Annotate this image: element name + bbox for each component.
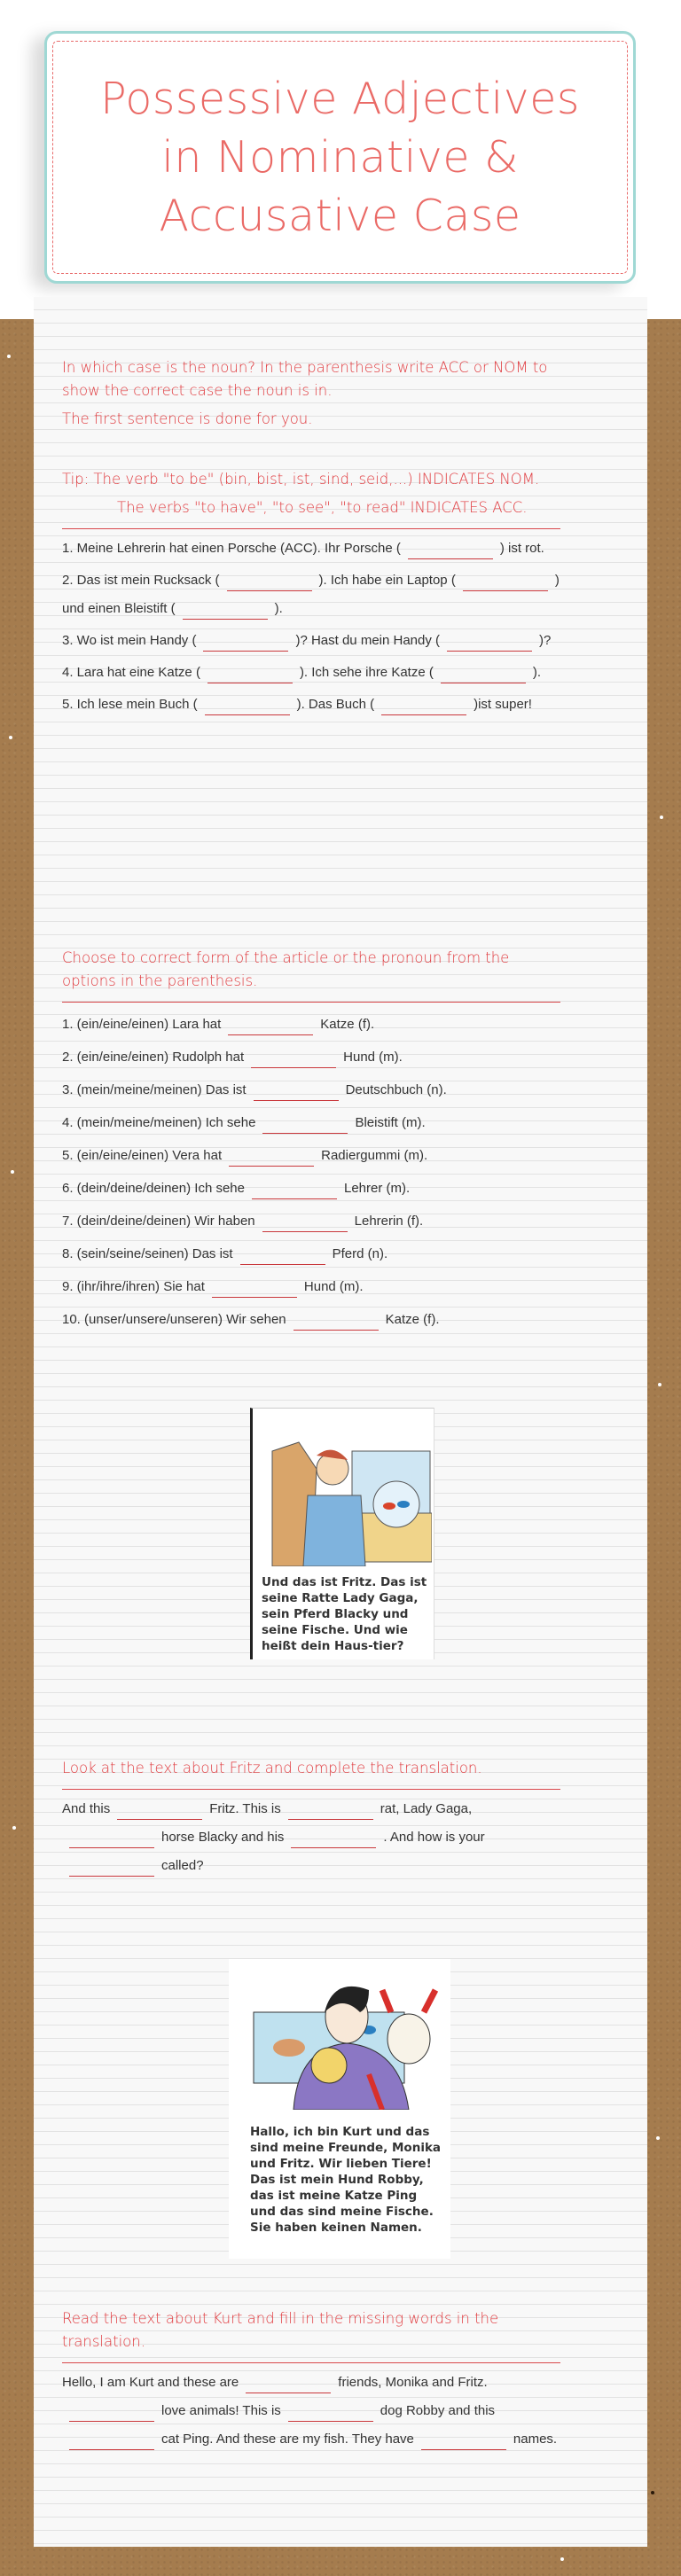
sentence-text: ) und einen Bleistift ( <box>62 573 560 616</box>
exercise-item <box>62 1139 560 1172</box>
sentence-text: horse Blacky and his <box>161 1830 285 1845</box>
section-choose-form <box>62 947 560 1336</box>
sentence-text: . And how is your <box>383 1830 485 1845</box>
pin-dot <box>660 816 663 819</box>
instruction: Choose to correct form of the article or the pronoun from the options in the parenthesis. <box>62 949 510 989</box>
kurt-illustration <box>229 1959 450 2259</box>
sentence-text: And this <box>62 1801 111 1816</box>
instruction: Look at the text about Fritz and complete the translation. <box>62 1760 482 1776</box>
exercise-list <box>62 535 560 719</box>
title-card <box>44 31 636 284</box>
kurt-pets-drawing <box>236 1968 445 2110</box>
sentence-text: 5. Ich lese mein Buch ( <box>62 697 198 712</box>
answer-blank[interactable] <box>203 635 288 652</box>
exercise-item <box>62 1205 560 1237</box>
exercise-item <box>62 1106 560 1139</box>
answer-blank[interactable] <box>254 1084 339 1101</box>
answer-blank[interactable] <box>183 603 268 620</box>
fritz-illustration <box>250 1408 434 1659</box>
sentence-text: Pferd (n). <box>332 1246 388 1261</box>
sentence-text: ). <box>274 601 283 616</box>
pin-dot <box>9 736 12 739</box>
sentence-text: 4. (mein/meine/meinen) Ich sehe <box>62 1115 256 1130</box>
exercise-item <box>62 1008 560 1041</box>
answer-blank[interactable] <box>246 2377 331 2393</box>
answer-blank[interactable] <box>262 1117 348 1134</box>
sentence-text: 4. Lara hat eine Katze ( <box>62 665 200 680</box>
exercise-list <box>62 1008 560 1336</box>
pin-dot <box>656 2136 660 2140</box>
translation-text <box>62 1795 560 1880</box>
answer-blank[interactable] <box>408 543 493 559</box>
sentence-text: called? <box>161 1858 204 1873</box>
kurt-caption: Hallo, ich bin Kurt und das sind meine Freunde, Monika und Fritz. Wir lieben Tiere! Das ist mein Hund Robby, das ist meine Katze Ping und das sind meine Fische. Sie haben keinen Namen. <box>250 2125 442 2235</box>
exercise-item <box>62 1237 560 1270</box>
sentence-text: ). Ich sehe ihre Katze ( <box>299 665 434 680</box>
sentence-text: ) ist rot. <box>499 541 544 556</box>
sentence-text: Fritz. This is <box>209 1801 281 1816</box>
pin-dot <box>11 1170 14 1174</box>
answer-blank[interactable] <box>227 574 312 591</box>
exercise-item <box>62 659 560 687</box>
pin-dot <box>651 2491 654 2494</box>
pin-dot <box>658 1383 661 1386</box>
sentence-text: 3. (mein/meine/meinen) Das ist <box>62 1082 247 1097</box>
answer-blank[interactable] <box>207 667 293 683</box>
sentence-text: 2. (ein/eine/einen) Rudolph hat <box>62 1050 245 1065</box>
sentence-text: 9. (ihr/ihre/ihren) Sie hat <box>62 1279 205 1294</box>
exercise-item <box>62 1073 560 1106</box>
sentence-text: rat, Lady Gaga, <box>380 1801 473 1816</box>
answer-blank[interactable] <box>262 1215 348 1232</box>
section-kurt-translation <box>62 2307 560 2454</box>
sentence-text: 1. Meine Lehrerin hat einen Porsche (ACC). Ihr Porsche ( <box>62 541 401 556</box>
divider <box>62 2362 560 2363</box>
answer-blank[interactable] <box>69 1831 154 1848</box>
answer-blank[interactable] <box>229 1150 314 1167</box>
sentence-text: ). Ich habe ein Laptop ( <box>318 573 456 588</box>
sentence-text: Deutschbuch (n). <box>345 1082 447 1097</box>
sentence-text: 5. (ein/eine/einen) Vera hat <box>62 1148 223 1163</box>
sentence-text: 7. (dein/deine/deinen) Wir haben <box>62 1214 255 1229</box>
divider <box>62 528 560 529</box>
sentence-text: dog Robby and this <box>380 2403 496 2418</box>
answer-blank[interactable] <box>463 574 548 591</box>
sentence-text: Hund (m). <box>343 1050 403 1065</box>
page-title: Possessive Adjectives in Nominative & Accusative Case <box>100 73 580 241</box>
sentence-text: 2. Das ist mein Rucksack ( <box>62 573 220 588</box>
sentence-text: friends, Monika and Fritz. <box>338 2375 488 2390</box>
answer-blank[interactable] <box>288 2405 373 2422</box>
exercise-item <box>62 1041 560 1073</box>
exercise-item <box>62 1270 560 1303</box>
sentence-text: Katze (f). <box>320 1017 375 1032</box>
answer-blank[interactable] <box>381 699 466 715</box>
sentence-text: Lehrerin (f). <box>354 1214 424 1229</box>
sentence-text: 6. (dein/deine/deinen) Ich sehe <box>62 1181 245 1196</box>
sentence-text: )? Hast du mein Handy ( <box>295 633 441 648</box>
answer-blank[interactable] <box>441 667 526 683</box>
sentence-text: ). Das Buch ( <box>296 697 375 712</box>
answer-blank[interactable] <box>447 635 532 652</box>
fritz-horse-fishbowl-drawing <box>263 1433 432 1566</box>
sentence-text: 10. (unser/unsere/unseren) Wir sehen <box>62 1312 286 1327</box>
answer-blank[interactable] <box>421 2433 506 2450</box>
answer-blank[interactable] <box>228 1019 313 1035</box>
sentence-text: Hund (m). <box>303 1279 364 1294</box>
sentence-text: Radiergummi (m). <box>321 1148 428 1163</box>
sentence-text: ). <box>532 665 542 680</box>
answer-blank[interactable] <box>288 1803 373 1820</box>
sentence-text: 8. (sein/seine/seinen) Das ist <box>62 1246 233 1261</box>
tip-nominative: Tip: The verb "to be" (bin, bist, ist, sind, seid,...) INDICATES NOM. <box>62 471 540 488</box>
section-fritz-translation <box>62 1757 560 1880</box>
instruction-note: The first sentence is done for you. <box>62 410 313 427</box>
instruction: In which case is the noun? In the parenthesis write ACC or NOM to show the correct case the noun is in. <box>62 359 548 399</box>
sentence-text: Lehrer (m). <box>343 1181 411 1196</box>
answer-blank[interactable] <box>69 1860 154 1877</box>
sentence-text: )ist super! <box>474 697 532 712</box>
answer-blank[interactable] <box>212 1281 297 1298</box>
sentence-text: 1. (ein/eine/einen) Lara hat <box>62 1017 222 1032</box>
divider <box>62 1789 560 1790</box>
tip-accusative: The verbs "to have", "to see", "to read" INDICATES ACC. <box>117 499 528 516</box>
exercise-item <box>62 566 560 623</box>
answer-blank[interactable] <box>117 1803 202 1820</box>
exercise-item <box>62 535 560 563</box>
exercise-item <box>62 1303 560 1336</box>
answer-blank[interactable] <box>205 699 290 715</box>
sentence-text: Katze (f). <box>385 1312 440 1327</box>
sentence-text: names. <box>513 2432 558 2447</box>
fritz-caption: Und das ist Fritz. Das ist seine Ratte Lady Gaga, sein Pferd Blacky und seine Fische. Und wie heißt dein Haus-tier? <box>262 1575 427 1653</box>
answer-blank[interactable] <box>251 1051 336 1068</box>
answer-blank[interactable] <box>69 2405 154 2422</box>
pin-dot <box>560 2557 564 2561</box>
translation-text <box>62 2369 560 2454</box>
answer-blank[interactable] <box>240 1248 325 1265</box>
pin-dot <box>12 1826 16 1830</box>
sentence-text: Bleistift (m). <box>355 1115 426 1130</box>
answer-blank[interactable] <box>69 2433 154 2450</box>
answer-blank[interactable] <box>291 1831 376 1848</box>
answer-blank[interactable] <box>252 1183 337 1199</box>
pin-dot <box>7 355 11 358</box>
sentence-text: Hello, I am Kurt and these are <box>62 2375 239 2390</box>
sentence-text: 3. Wo ist mein Handy ( <box>62 633 197 648</box>
sentence-text: )? <box>539 633 552 648</box>
section-case-identification <box>62 356 560 722</box>
answer-blank[interactable] <box>294 1314 379 1331</box>
divider <box>62 1002 560 1003</box>
instruction: Read the text about Kurt and fill in the missing words in the translation. <box>62 2310 499 2350</box>
sentence-text: cat Ping. And these are my fish. They have <box>161 2432 414 2447</box>
exercise-item <box>62 1172 560 1205</box>
exercise-item <box>62 627 560 655</box>
sentence-text: love animals! This is <box>161 2403 281 2418</box>
exercise-item <box>62 691 560 719</box>
